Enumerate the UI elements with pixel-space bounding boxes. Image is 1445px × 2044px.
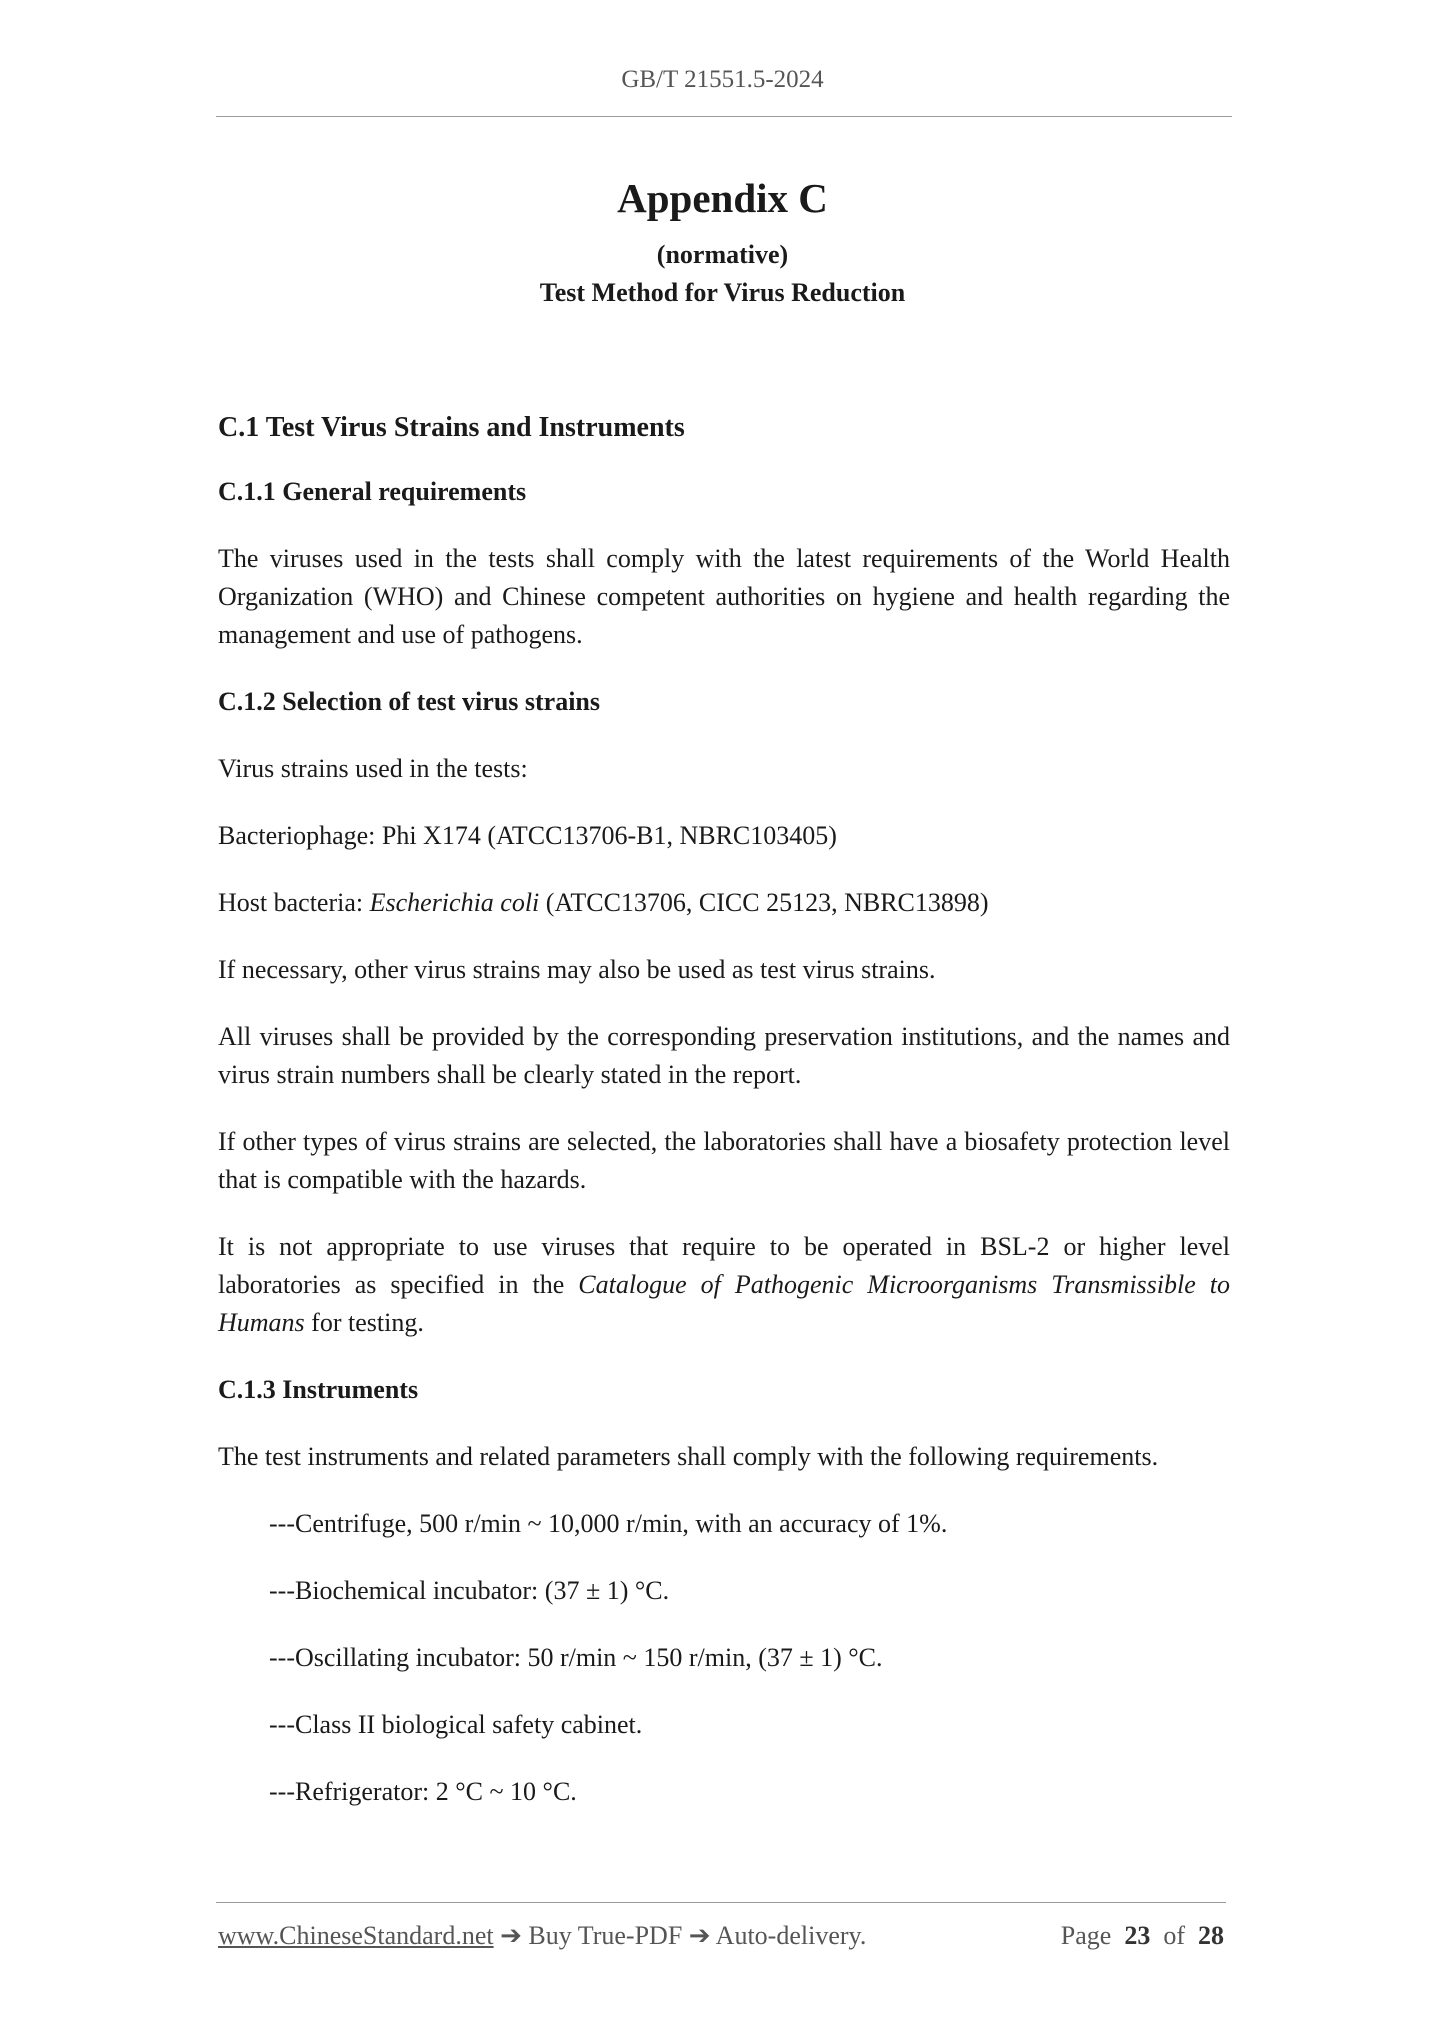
auto-delivery-text: Auto-delivery.: [715, 1921, 867, 1950]
paragraph-host-bacteria: [218, 884, 1230, 922]
paragraph-biosafety: If other types of virus strains are selected, the laboratories shall have a biosafety protection level that is compatible with the hazards.: [218, 1127, 1230, 1194]
instrument-item-safety-cabinet: ---Class II biological safety cabinet.: [269, 1710, 643, 1739]
paragraph-strains-intro: Virus strains used in the tests:: [218, 754, 528, 783]
appendix-qualifier: (normative): [656, 240, 789, 269]
of-label: of: [1163, 1921, 1185, 1950]
header-divider: [216, 116, 1232, 117]
instrument-item-refrigerator: ---Refrigerator: 2 °C ~ 10 °C.: [269, 1777, 577, 1806]
document-body: [218, 409, 1230, 1840]
instrument-item-centrifuge: ---Centrifuge, 500 r/min ~ 10,000 r/min, with an accuracy of 1%.: [269, 1509, 948, 1538]
arrow-right-icon: ➔: [500, 1921, 522, 1950]
appendix-subtitle: Test Method for Virus Reduction: [539, 278, 906, 307]
footer-promo: [218, 1921, 866, 1951]
paragraph-instruments-intro: The test instruments and related parameters shall comply with the following requirements.: [218, 1442, 1159, 1471]
appendix-title: Appendix C: [617, 175, 828, 221]
paragraph-other-strains: If necessary, other virus strains may also be used as test virus strains.: [218, 955, 936, 984]
paragraph-provided-by: All viruses shall be provided by the corresponding preservation institutions, and the names and virus strain numbers shall be clearly stated in the report.: [218, 1022, 1230, 1089]
instrument-item-biochemical-incubator: ---Biochemical incubator: (37 ± 1) °C.: [269, 1576, 670, 1605]
current-page-number: 23: [1124, 1921, 1151, 1950]
page-label: Page: [1060, 1921, 1112, 1950]
total-page-number: 28: [1198, 1921, 1224, 1950]
section-heading-c1-1: C.1.1 General requirements: [218, 477, 527, 506]
host-bacteria-label: Host bacteria:: [218, 888, 370, 917]
document-code-header: GB/T 21551.5-2024: [621, 66, 824, 93]
host-species-name: Escherichia coli: [369, 888, 540, 917]
arrow-right-icon: ➔: [688, 1921, 711, 1950]
buy-true-pdf-text: Buy True-PDF: [528, 1921, 683, 1950]
instrument-item-oscillating-incubator: ---Oscillating incubator: 50 r/min ~ 150 r/min, (37 ± 1) °C.: [269, 1643, 883, 1672]
paragraph-bacteriophage: Bacteriophage: Phi X174 (ATCC13706-B1, NBRC103405): [218, 821, 837, 850]
section-heading-c1-2: C.1.2 Selection of test virus strains: [218, 687, 601, 716]
section-heading-c1-3: C.1.3 Instruments: [218, 1375, 419, 1404]
paragraph-general-requirements: The viruses used in the tests shall comply with the latest requirements of the World Health Organization (WHO) and Chinese competent authorities on hygiene and health regarding the management and use of pathogens.: [218, 544, 1230, 649]
paragraph-bsl-restriction: [218, 1228, 1230, 1342]
section-heading-c1: C.1 Test Virus Strains and Instruments: [218, 412, 685, 443]
bsl-text-end: for testing.: [304, 1308, 424, 1337]
page-number: [1061, 1921, 1224, 1951]
catalogue-title: Catalogue of Pathogenic Microorganisms Transmissible to Humans: [218, 1270, 1231, 1337]
site-link[interactable]: www.ChineseStandard.net: [218, 1921, 494, 1950]
bsl-text-start: It is not appropriate to use viruses that require to be operated in BSL-2 or higher level laboratories as specified in the: [218, 1232, 1230, 1299]
footer-divider: [216, 1902, 1226, 1903]
host-bacteria-codes: (ATCC13706, CICC 25123, NBRC13898): [539, 888, 989, 917]
